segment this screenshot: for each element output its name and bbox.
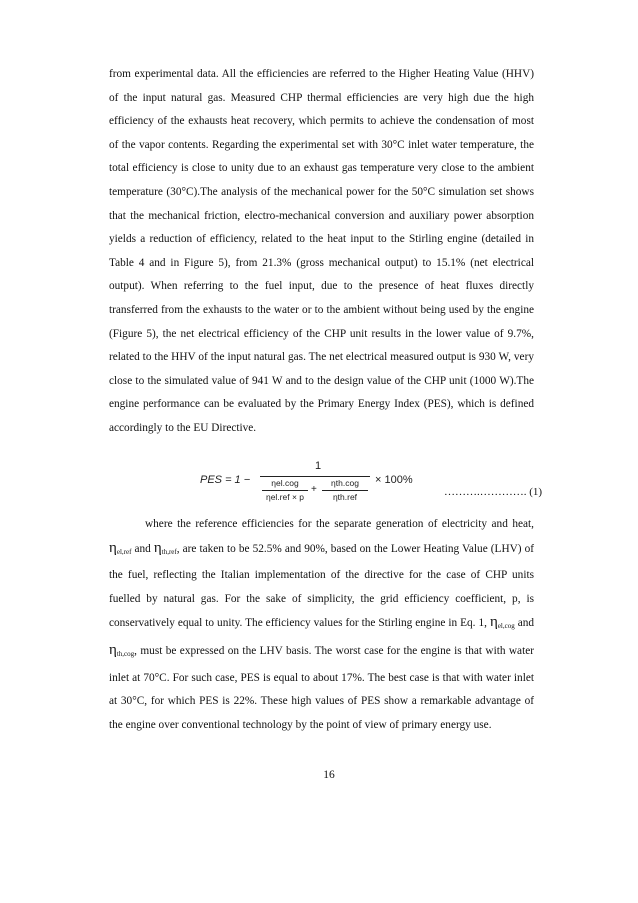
eta-symbol: η [489,614,498,631]
fraction-bar [260,476,370,477]
body-paragraph-top: from experimental data. All the efficiencies are referred to the Higher Heating Value (HHV) of the input natural gas. Measured CHP thermal efficiencies are very high due the high efficiency of the exhausts heat recovery, which permits to achieve the condensation of most of the vapor contents. Regarding the experimental set with 30°C inlet water temperature, the total efficiency is close to unity due to an exhaust gas temperature very close to the ambient temperature (30°C).The analysis of the mechanical power for the 50°C simulation set shows that the mechanical friction, electro-mechanical conversion and auxiliary power absorption yields a reduction of efficiency, related to the heat input to the Stirling engine (detailed in Table 4 and in Figure 5), from 21.3% (gross mechanical output) to 15.1% (net electrical output). When referring to the fuel input, due to the presence of heat fluxes directly transferred from the exhausts to the water or to the ambient without being used by the engine (Figure 5), the net electrical efficiency of the CHP unit results in the lower value of 9.7%, related to the HHV of the input natural gas. The net electrical measured output is 930 W, very close to the simulated value of 941 W and to the design value of the CHP unit (1000 W).The engine performance can be evaluated by the Primary Energy Index (PES), which is defined accordingly to the EU Directive. [109,68,534,434]
eta-symbol: η [109,641,117,658]
subscript: el,ref [116,547,132,556]
fraction-bar [262,490,308,491]
equation-rhs: × 100% [375,474,413,486]
subscript: th,ref [161,547,177,556]
eta-symbol: η [153,539,162,556]
equation-lhs: PES = 1 − [200,474,251,486]
electric-term-numerator: ηel.cog [271,478,299,488]
electric-term-denominator: ηel.ref × p [265,492,305,502]
thermal-term-fraction [320,478,370,503]
equation-numerator: 1 [314,460,322,472]
subscript: th,cog [116,649,135,658]
thermal-term-numerator: ηth.cog [331,478,359,488]
subscript: el,cog [497,622,515,631]
body-paragraph-bottom [109,513,534,737]
text-segment: and [134,542,151,555]
text-segment: , must be expressed on the LHV basis. The worst case for the engine is that with water inlet at 70°C. For such case, PES is equal to about 17%. The best case is that with water inlet at 30°C, for which PES is 22%. These high values of PES show a remarkable advantage of the engine over conventional technology by the point of view of primary energy use. [109,644,534,731]
page-number: 16 [323,769,335,781]
text-segment: , are taken to be 52.5% and 90%, based on the Lower Heating Value (LHV) of the fuel, reflecting the Italian implementation of the directive for the case of CHP units fuelled by natural gas. For the sake of simplicity, the grid efficiency coefficient, p, is conservatively equal to unity. The efficiency values for the Stirling engine in Eq. 1, [109,542,535,630]
pes-equation [200,460,420,512]
equation-number: ……….…………. (1) [444,486,543,498]
eta-symbol: η [109,539,117,556]
electric-term-fraction [260,478,310,503]
fraction-bar [322,490,368,491]
equation-plus: + [311,484,317,495]
text-segment: and [517,617,535,630]
thermal-term-denominator: ηth.ref [332,492,358,502]
text-segment: where the reference efficiencies for the separate generation of electricity and heat, [145,518,534,530]
